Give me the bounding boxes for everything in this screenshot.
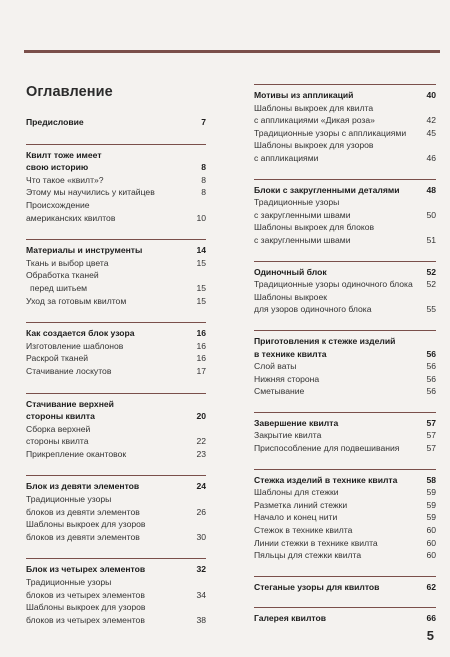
toc-page-number: 59 <box>426 487 436 498</box>
toc-section <box>26 239 206 307</box>
toc-entry-title: Как создается блок узора <box>26 328 135 339</box>
toc-section-heading[interactable] <box>26 480 206 493</box>
toc-entry[interactable] <box>254 429 436 442</box>
toc-entry[interactable] <box>26 601 206 614</box>
toc-entry[interactable] <box>26 257 206 270</box>
toc-entry-title: Блоки с закругленными деталями <box>254 184 400 195</box>
toc-entry-title: свою историю <box>26 162 89 173</box>
toc-page-number: 62 <box>426 581 436 592</box>
toc-entry[interactable] <box>26 212 206 225</box>
toc-entry-title: американских квилтов <box>26 212 116 223</box>
toc-entry-title: Шаблоны выкроек для узоров <box>26 602 146 613</box>
toc-section <box>254 607 436 625</box>
toc-section <box>26 144 206 225</box>
toc-entry[interactable] <box>254 511 436 524</box>
toc-entry[interactable] <box>26 493 206 506</box>
toc-page-number: 42 <box>426 115 436 126</box>
toc-entry-title: для узоров одиночного блока <box>254 304 372 315</box>
toc-entry[interactable] <box>254 127 436 140</box>
toc-entry-title: Раскрой тканей <box>26 353 89 364</box>
toc-entry[interactable] <box>26 352 206 365</box>
toc-entry-title: Прикрепление окантовок <box>26 448 127 459</box>
toc-entry-title: Обработка тканей <box>26 270 99 281</box>
toc-page-number: 24 <box>196 481 206 492</box>
toc-section-heading[interactable] <box>254 474 436 487</box>
toc-entry-title: Завершение квилта <box>254 417 339 428</box>
toc-page-number: 50 <box>426 209 436 220</box>
toc-page-number: 59 <box>426 499 436 510</box>
toc-section-heading[interactable] <box>26 161 206 174</box>
toc-entry[interactable] <box>26 506 206 519</box>
toc-entry[interactable] <box>26 518 206 531</box>
toc-entry[interactable] <box>26 614 206 627</box>
toc-entry-title: Стежок в технике квилта <box>254 525 353 536</box>
toc-entry-title: с аппликациями <box>254 152 319 163</box>
toc-entry-title: стороны квилта <box>26 436 89 447</box>
toc-entry-title: с закругленными швами <box>254 209 351 220</box>
toc-entry-title: Нижняя сторона <box>254 373 320 384</box>
toc-entry-title: Сборка верхней <box>26 423 91 434</box>
toc-entry-title: стороны квилта <box>26 411 95 422</box>
toc-entry-title: Стачивание лоскутов <box>26 365 112 376</box>
toc-entry-title: Приготовления к стежке изделий <box>254 335 396 346</box>
toc-entry[interactable] <box>26 531 206 544</box>
toc-page-number: 16 <box>196 340 206 351</box>
toc-entry[interactable] <box>254 499 436 512</box>
toc-entry[interactable] <box>254 278 436 291</box>
toc-entry[interactable] <box>26 199 206 212</box>
toc-page-number: 15 <box>196 295 206 306</box>
toc-entry-title: Происхождение <box>26 199 90 210</box>
toc-page-number: 66 <box>426 613 436 624</box>
toc-entry-title: Слой ваты <box>254 361 297 372</box>
toc-entry[interactable] <box>254 385 436 398</box>
toc-entry[interactable] <box>26 282 206 295</box>
toc-entry[interactable] <box>254 303 436 316</box>
toc-entry[interactable] <box>254 442 436 455</box>
toc-entry-title: Одиночный блок <box>254 266 327 277</box>
toc-right-column <box>254 84 436 625</box>
toc-entry[interactable] <box>26 340 206 353</box>
toc-section-heading[interactable] <box>26 116 206 129</box>
toc-page-number: 56 <box>426 348 436 359</box>
toc-entry[interactable] <box>254 152 436 165</box>
toc-page-number: 52 <box>426 279 436 290</box>
toc-entry[interactable] <box>254 524 436 537</box>
toc-section-heading[interactable] <box>254 612 436 625</box>
toc-page-number: 57 <box>426 430 436 441</box>
toc-page-number: 34 <box>196 589 206 600</box>
toc-section-heading[interactable] <box>254 184 436 197</box>
toc-page-number: 45 <box>426 127 436 138</box>
toc-page-number: 15 <box>196 257 206 268</box>
toc-page-number: 38 <box>196 614 206 625</box>
toc-section-heading[interactable] <box>26 244 206 257</box>
toc-entry-title: Шаблоны выкроек <box>254 291 327 302</box>
toc-entry-title: Пяльцы для стежки квилта <box>254 550 362 561</box>
toc-entry[interactable] <box>254 234 436 247</box>
toc-section <box>254 179 436 247</box>
toc-entry-title: Изготовление шаблонов <box>26 340 124 351</box>
toc-entry[interactable] <box>26 576 206 589</box>
toc-entry-title: Сметывание <box>254 386 305 397</box>
toc-entry[interactable] <box>26 365 206 378</box>
toc-page-number: 48 <box>426 184 436 195</box>
toc-entry[interactable] <box>254 221 436 234</box>
toc-page-number: 56 <box>426 361 436 372</box>
toc-entry-title: с закругленными швами <box>254 234 351 245</box>
toc-entry[interactable] <box>254 102 436 115</box>
toc-section <box>254 261 436 316</box>
toc-section <box>254 469 436 562</box>
toc-entry[interactable] <box>254 486 436 499</box>
toc-entry-title: Квилт тоже имеет <box>26 149 102 160</box>
toc-entry-title: с аппликациями «Дикая роза» <box>254 115 375 126</box>
toc-entry-title: Приспособление для подвешивания <box>254 443 400 454</box>
toc-entry-title: Ткань и выбор цвета <box>26 257 109 268</box>
toc-entry[interactable] <box>254 291 436 304</box>
toc-page-number: 60 <box>426 550 436 561</box>
toc-entry-title: Шаблоны для стежки <box>254 487 339 498</box>
toc-entry-title: в технике квилта <box>254 348 327 359</box>
toc-page-number: 8 <box>201 162 206 173</box>
toc-page-number: 57 <box>426 417 436 428</box>
toc-entry-title: Уход за готовым квилтом <box>26 295 127 306</box>
toc-entry[interactable] <box>26 435 206 448</box>
toc-entry[interactable] <box>254 373 436 386</box>
toc-page-number: 15 <box>196 282 206 293</box>
toc-section-heading[interactable] <box>26 563 206 576</box>
toc-page-number: 59 <box>426 512 436 523</box>
toc-entry-title: Стежка изделий в технике квилта <box>254 474 398 485</box>
toc-entry-title: Шаблоны выкроек для узоров <box>254 140 374 151</box>
toc-page-number: 57 <box>426 443 436 454</box>
toc-entry-title: Галерея квилтов <box>254 613 327 624</box>
toc-section <box>26 475 206 543</box>
toc-page-number: 60 <box>426 537 436 548</box>
toc-entry[interactable] <box>26 186 206 199</box>
toc-entry-title: Стачивание верхней <box>26 398 114 409</box>
toc-page-number: 56 <box>426 373 436 384</box>
toc-section <box>254 576 436 594</box>
toc-page-number: 7 <box>201 117 206 127</box>
toc-entry-title: Материалы и инструменты <box>26 245 143 256</box>
toc-page-number: 16 <box>196 353 206 364</box>
toc-entry[interactable] <box>26 295 206 308</box>
toc-page-number: 32 <box>196 564 206 575</box>
toc-entry-title: Традиционные узоры <box>26 577 112 588</box>
toc-entry-title: Предисловие <box>26 117 84 127</box>
toc-page-number: 58 <box>426 474 436 485</box>
toc-entry-title: блоков из четырех элементов <box>26 589 145 600</box>
toc-entry-title: Шаблоны выкроек для блоков <box>254 222 375 233</box>
toc-entry[interactable] <box>26 174 206 187</box>
toc-page-number: 23 <box>196 448 206 459</box>
toc-page-number: 40 <box>426 90 436 100</box>
toc-entry-title: Мотивы из аппликаций <box>254 90 354 100</box>
toc-entry[interactable] <box>254 209 436 222</box>
toc-section <box>26 112 206 129</box>
toc-section <box>254 84 436 165</box>
toc-entry-title: Традиционные узоры одиночного блока <box>254 279 413 290</box>
toc-page-number: 17 <box>196 365 206 376</box>
toc-entry-title: Традиционные узоры с аппликациями <box>254 127 407 138</box>
page-number: 5 <box>426 628 434 643</box>
toc-section-heading[interactable] <box>26 327 206 340</box>
toc-section <box>26 558 206 626</box>
toc-page-number: 8 <box>201 187 206 198</box>
toc-page-number: 52 <box>426 266 436 277</box>
toc-entry-title: Стеганые узоры для квилтов <box>254 581 380 592</box>
toc-section-heading[interactable] <box>254 266 436 279</box>
toc-entry-title: блоков из четырех элементов <box>26 614 145 625</box>
toc-section <box>26 393 206 461</box>
toc-entry-title: Шаблоны выкроек для узоров <box>26 519 146 530</box>
toc-section-heading[interactable] <box>254 417 436 430</box>
toc-page-number: 30 <box>196 531 206 542</box>
toc-section <box>26 322 206 377</box>
toc-entry-title: Традиционные узоры <box>254 197 340 208</box>
toc-entry-title: Разметка линий стежки <box>254 499 348 510</box>
toc-entry-title: Начало и конец нити <box>254 512 338 523</box>
toc-page-number: 46 <box>426 152 436 163</box>
toc-entry-title: Линии стежки в технике квилта <box>254 537 378 548</box>
toc-entry-title: Закрытие квилта <box>254 430 322 441</box>
toc-page-number: 16 <box>196 328 206 339</box>
toc-entry-title: перед шитьем <box>30 282 88 293</box>
toc-left-column <box>26 84 206 626</box>
toc-entry-title: блоков из девяти элементов <box>26 531 140 542</box>
toc-page-number: 55 <box>426 304 436 315</box>
toc-page-number: 22 <box>196 436 206 447</box>
toc-entry[interactable] <box>26 448 206 461</box>
toc-section-heading[interactable] <box>26 410 206 423</box>
toc-page-number: 56 <box>426 386 436 397</box>
toc-page-number: 10 <box>196 212 206 223</box>
toc-section <box>254 412 436 455</box>
toc-section <box>254 330 436 398</box>
toc-page-number: 14 <box>196 245 206 256</box>
top-rule <box>24 50 440 53</box>
toc-section-heading[interactable] <box>26 149 206 162</box>
toc-page-number: 60 <box>426 525 436 536</box>
toc-page-number: 8 <box>201 174 206 185</box>
toc-entry[interactable] <box>254 196 436 209</box>
toc-section-heading[interactable] <box>254 581 436 594</box>
page-title: Оглавление <box>26 84 113 100</box>
toc-entry[interactable] <box>26 589 206 602</box>
toc-entry-title: Шаблоны выкроек для квилта <box>254 102 374 113</box>
toc-entry[interactable] <box>254 139 436 152</box>
toc-section-heading[interactable] <box>26 398 206 411</box>
toc-section-heading[interactable] <box>254 335 436 348</box>
toc-page-number: 26 <box>196 506 206 517</box>
toc-entry-title: Этому мы научились у китайцев <box>26 187 155 198</box>
toc-page-number: 20 <box>196 411 206 422</box>
toc-page-number: 51 <box>426 234 436 245</box>
toc-entry[interactable] <box>254 114 436 127</box>
toc-entry[interactable] <box>254 537 436 550</box>
toc-entry-title: Блок из четырех элементов <box>26 564 146 575</box>
toc-entry[interactable] <box>254 549 436 562</box>
toc-entry[interactable] <box>26 423 206 436</box>
toc-section-heading[interactable] <box>254 348 436 361</box>
toc-entry-title: Блок из девяти элементов <box>26 481 140 492</box>
toc-entry[interactable] <box>254 360 436 373</box>
toc-entry-title: блоков из девяти элементов <box>26 506 140 517</box>
toc-entry-title: Традиционные узоры <box>26 494 112 505</box>
toc-entry-title: Что такое «квилт»? <box>26 174 104 185</box>
toc-section-heading[interactable] <box>254 89 436 102</box>
toc-entry[interactable] <box>26 269 206 282</box>
